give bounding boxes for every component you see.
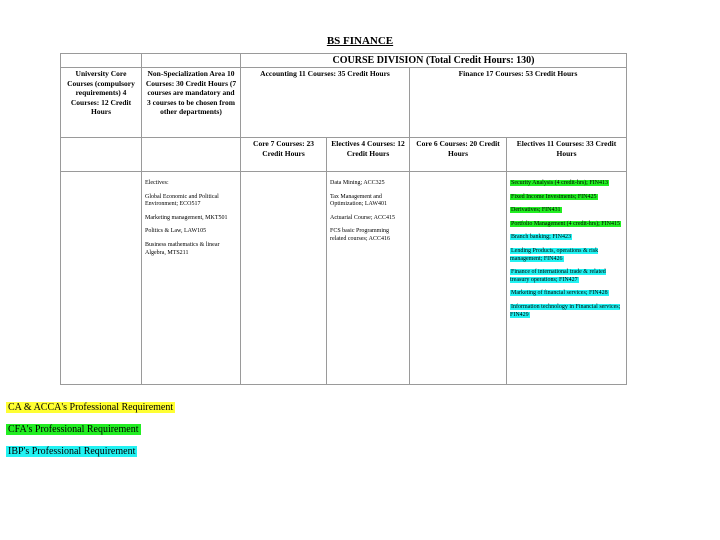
- course-division-table: [60, 53, 627, 385]
- electives-label: Electives:: [145, 180, 169, 186]
- elective-item: Actuarial Course; ACC415: [330, 214, 395, 221]
- legend-cfa: CFA's Professional Requirement: [8, 424, 139, 435]
- page-title: BS FINANCE: [326, 35, 394, 47]
- finance-electives-body: [507, 172, 627, 385]
- course-division-banner: COURSE DIVISION (Total Credit Hours: 130): [241, 54, 627, 68]
- fin-elective-item: Security Analysis (4 credit-hrs); FIN413: [511, 180, 608, 186]
- fin-elective-item: Lending Products, operations & risk management; FIN426: [510, 247, 599, 262]
- fin-elective-item: Fixed Income Investments; FIN425: [511, 193, 597, 200]
- finance-core-body: [410, 172, 507, 385]
- accounting-header: Accounting 11 Courses: 35 Credit Hours: [241, 68, 410, 138]
- fin-elective-item: Marketing of financial services; FIN428: [511, 290, 608, 297]
- fin-elective-item: Portfolio Management (4 credit-hrs); FIN415: [511, 220, 620, 227]
- elective-item: Tax Management and Optimization; LAW401: [330, 193, 388, 208]
- fin-elective-item: Finance of international trade & related treasury operations; FIN427: [510, 269, 606, 283]
- legend-ca-acca: CA & ACCA's Professional Requirement: [8, 402, 174, 413]
- elective-item: Business mathematics & linear Algebra, MTS211: [145, 241, 220, 256]
- elective-item: Global Economic and Political Environment; ECO517: [145, 193, 219, 208]
- finance-core-header: Core 6 Courses: 20 Credit Hours: [410, 138, 507, 172]
- university-core-body: [61, 172, 142, 385]
- fin-elective-item: Branch banking; FIN423: [511, 234, 571, 241]
- fin-elective-item: Information technology in Financial services; FIN429: [510, 303, 621, 318]
- non-specialization-header: Non-Specialization Area 10 Courses: 30 Credit Hours (7 courses are mandatory and 3 courses to be chosen from other departments): [142, 68, 241, 138]
- elective-item: Politics & Law, LAW105: [145, 228, 207, 235]
- accounting-electives-header: Electives 4 Courses: 12 Credit Hours: [327, 138, 410, 172]
- accounting-core-header: Core 7 Courses: 23 Credit Hours: [241, 138, 327, 172]
- elective-item: Data Mining; ACC325: [330, 180, 385, 186]
- legend-ibp: IBP's Professional Requirement: [8, 446, 136, 457]
- finance-header: Finance 17 Courses: 53 Credit Hours: [410, 68, 627, 138]
- elective-item: FCS basic Programming related courses; ACC416: [330, 228, 390, 242]
- finance-electives-header: Electives 11 Courses: 33 Credit Hours: [507, 138, 627, 172]
- fin-elective-item: Derivatives; FIN431: [511, 207, 561, 214]
- accounting-electives-body: [327, 172, 410, 385]
- non-specialization-body: [142, 172, 241, 385]
- accounting-core-body: [241, 172, 327, 385]
- university-core-header: University Core Courses (compulsory requirements) 4 Courses: 12 Credit Hours: [61, 68, 142, 138]
- elective-item: Marketing management, MKT501: [145, 214, 228, 221]
